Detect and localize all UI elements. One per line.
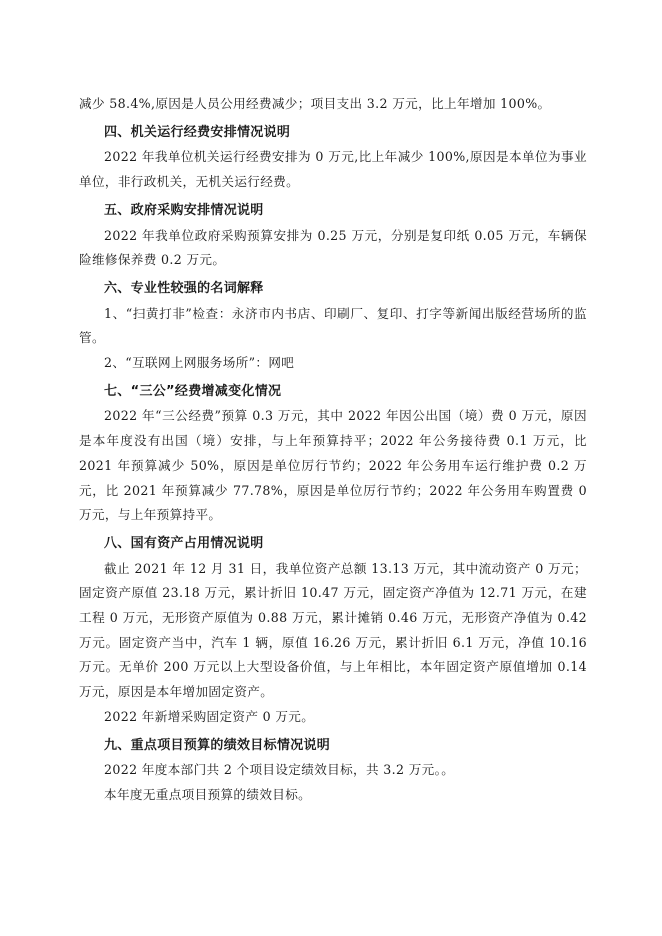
section-9-paragraph-1: 2022 年度本部门共 2 个项目设定绩效目标，共 3.2 万元。。 [104,762,455,778]
document-body [79,92,587,808]
section-9-paragraph-2: 本年度无重点项目预算的绩效目标。 [104,786,312,802]
section-6-heading: 六、专业性较强的名词解释 [104,280,264,296]
section-4-heading: 四、机关运行经费安排情况说明 [104,124,291,140]
section-8-paragraph-2: 2022 年新增采购固定资产 0 万元。 [104,708,315,724]
section-4-paragraph: 2022 年我单位机关运行经费安排为 0 万元,比上年减少 100%,原因是本单位为事业单位，非行政机关，无机关运行经费。 [79,149,587,190]
section-5-heading: 五、政府采购安排情况说明 [104,202,264,218]
section-8-paragraph-1: 截止 2021 年 12 月 31 日，我单位资产总额 13.13 万元，其中流动资产 0 万元；固定资产原值 23.18 万元，累计折旧 10.47 万元，固定资产净值为 12.71 万元，在建工程 0 万元，无形资产原值为 0.88 万元，累计摊销 0.46 万元，无形资产净值为 0.42 万元。固定资产当中，汽车 1 辆，原值 16.26 万元，累计折旧 6.1 万元，净值 10.16 万元。无单价 200 万元以上大型设备价值，与上年相比，本年固定资产原值增加 0.14 万元，原因是本年增加固定资产。 [79,560,587,700]
section-7-heading: 七、“三公”经费增减变化情况 [104,383,282,399]
section-7-paragraph: 2022 年“三公经费”预算 0.3 万元，其中 2022 年因公出国（境）费 0 万元，原因是本年度没有出国（境）安排，与上年预算持平；2022 年公务接待费 0.1 万元，比 2021 年预算减少 50%，原因是单位厉行节约；2022 年公务用车运行维护费 0.2 万元，比 2021 年预算减少 77.78%，原因是单位厉行节约；2022 年公务用车购置费 0 万元，与上年预算持平。 [79,408,587,523]
section-8-heading: 八、国有资产占用情况说明 [104,535,264,551]
section-9-heading: 九、重点项目预算的绩效目标情况说明 [104,737,331,753]
paragraph-continuation: 减少 58.4%,原因是人员公用经费减少；项目支出 3.2 万元，比上年增加 100%。 [79,96,551,111]
section-6-term-1: 1、“扫黄打非”检查：永济市内书店、印刷厂、复印、打字等新闻出版经营场所的监管。 [79,305,587,346]
section-6-term-2: 2、“互联网上网服务场所”：网吧 [104,355,295,371]
section-5-paragraph: 2022 年我单位政府采购预算安排为 0.25 万元，分别是复印纸 0.05 万元，车辆保险维修保养费 0.2 万元。 [79,227,587,268]
